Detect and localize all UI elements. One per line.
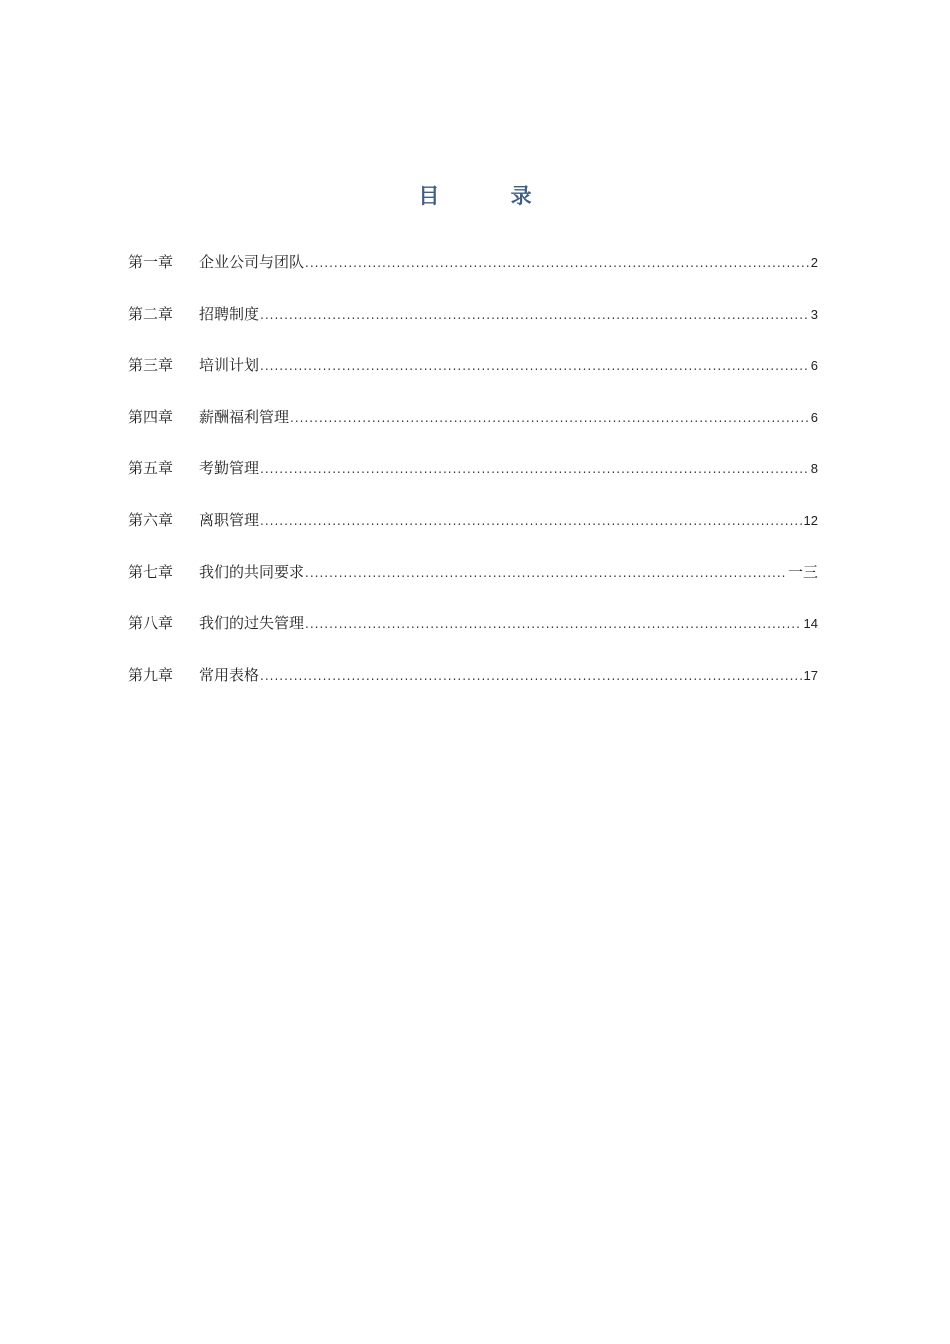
- toc-page-number: 8: [810, 461, 818, 477]
- toc-dot-leader: [260, 350, 809, 382]
- toc-entry-chapter-7[interactable]: [128, 556, 818, 608]
- toc-chapter-title: 我们的过失管理: [199, 614, 305, 633]
- toc-dot-leader: [290, 402, 809, 434]
- toc-chapter-title: 招聘制度: [199, 304, 260, 323]
- toc-dot-leader: [260, 299, 809, 331]
- toc-chapter-number: 第二章: [128, 304, 174, 323]
- toc-title: 目 录: [418, 184, 564, 208]
- toc-page-number: 6: [810, 358, 818, 374]
- toc-chapter-title: 培训计划: [199, 356, 260, 375]
- toc-dot-leader: [260, 453, 809, 485]
- toc-entry-chapter-8[interactable]: [128, 607, 818, 659]
- toc-chapter-title: 离职管理: [199, 510, 260, 529]
- toc-page-number: 6: [810, 409, 818, 425]
- toc-chapter-number: 第四章: [128, 407, 174, 426]
- toc-page-number: 2: [810, 255, 818, 270]
- toc-chapter-number: 第七章: [128, 562, 174, 581]
- toc-entry-chapter-5[interactable]: [128, 452, 818, 504]
- toc-dot-leader: [305, 557, 786, 589]
- toc-page-number: 3: [810, 306, 818, 322]
- toc-entry-chapter-2[interactable]: [128, 298, 818, 350]
- toc-entry-chapter-9[interactable]: [128, 659, 818, 711]
- table-of-contents: [128, 246, 818, 710]
- toc-page-number: 12: [803, 512, 818, 528]
- toc-chapter-number: 第八章: [128, 614, 174, 633]
- toc-dot-leader: [305, 247, 809, 279]
- toc-entry-chapter-6[interactable]: [128, 504, 818, 556]
- toc-entry-chapter-1[interactable]: [128, 246, 818, 298]
- toc-chapter-title: 常用表格: [199, 665, 260, 684]
- toc-page-number: 14: [803, 616, 818, 632]
- toc-chapter-number: 第九章: [128, 665, 174, 684]
- toc-chapter-title: 考勤管理: [199, 459, 260, 478]
- toc-dot-leader: [260, 505, 802, 537]
- toc-chapter-title: 薪酬福利管理: [199, 407, 290, 426]
- toc-chapter-number: 第一章: [128, 253, 174, 271]
- toc-entry-chapter-3[interactable]: [128, 349, 818, 401]
- toc-chapter-number: 第三章: [128, 356, 174, 375]
- toc-chapter-number: 第五章: [128, 459, 174, 478]
- toc-page-number: 一三: [787, 562, 818, 581]
- toc-page-number: 17: [803, 667, 818, 683]
- toc-chapter-number: 第六章: [128, 510, 174, 529]
- toc-chapter-title: 我们的共同要求: [199, 562, 305, 581]
- toc-dot-leader: [260, 660, 802, 692]
- toc-chapter-title: 企业公司与团队: [199, 253, 305, 271]
- toc-dot-leader: [305, 608, 802, 640]
- toc-entry-chapter-4[interactable]: [128, 401, 818, 453]
